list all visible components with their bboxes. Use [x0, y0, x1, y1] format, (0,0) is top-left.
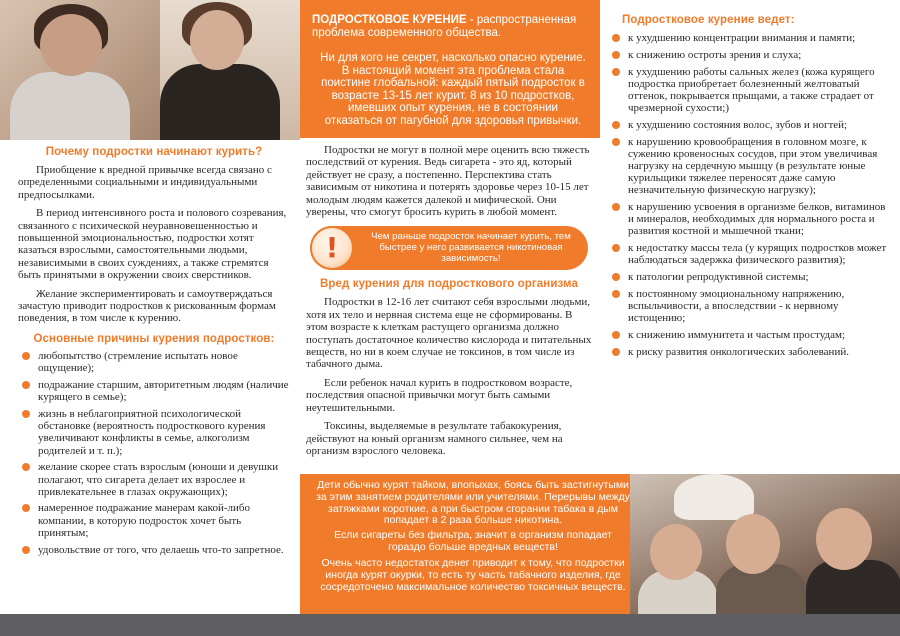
left-column: [18, 146, 290, 560]
list-item: [612, 136, 890, 196]
reason-text: намеренное подражание манерам какой-либо компании, в которую подросток хочет быть принятым;: [38, 502, 250, 540]
effect-text: к ухудшению состояния волос, зубов и ногтей;: [628, 119, 848, 131]
paragraph-growth-period: В период интенсивного роста и полового созревания, связанного с психической неуравновешенностью и повышенной эмоциональностью, подростки хотят казаться взрослыми, самостоятельными людьми, независимыми в своих суждениях, а также стремятся быть принятыми в окружении своих сверстников.: [18, 207, 287, 282]
effect-text: к постоянному эмоциональному напряжению, вспыльчивости, а впоследствии - к нервному истощению;: [628, 288, 845, 324]
paragraph-predisposition: Приобщение к вредной привычке всегда связано с определенными социальными и индивидуальными предпосылками.: [18, 164, 272, 201]
photo-teen-face: [650, 524, 702, 580]
bullet-dot-icon: [22, 504, 30, 512]
effect-text: к патологии репродуктивной системы;: [628, 271, 809, 283]
facts-panel: [300, 474, 630, 614]
warning-callout: [310, 226, 588, 270]
list-item: [612, 49, 890, 61]
list-item: [18, 408, 290, 458]
warning-text: Чем раньше подросток начинает курить, тем быстрее у него развивается никотиновая зависимость!: [371, 231, 571, 265]
bullet-dot-icon: [612, 273, 620, 281]
fact-secret-smoking: Дети обычно курят тайком, впопыхах, боясь быть застигнутыми за этим занятием родителями или учителями. Перерывы между затяжками короткие, а при быстром сгорании табака в дым попадает в 2 раза больше никотина.: [316, 479, 630, 527]
bullet-dot-icon: [612, 348, 620, 356]
reason-text: любопытство (стремление испытать новое ощущение);: [38, 349, 238, 375]
list-item: [612, 32, 890, 44]
effect-text: к риску развития онкологических заболеваний.: [628, 346, 849, 358]
intro-text: [312, 14, 594, 40]
paragraph-teen-body: Подростки в 12-16 лет считают себя взрослыми людьми, хотя их тело и нервная система еще не сформированы. В этом возрасте к клеткам растущего организма должно поступать достаточное количество кислорода и питательных веществ, но ни в коем случае не токсинов, в том числе из табачного дыма.: [306, 296, 592, 371]
paragraph-experiment: Желание экспериментировать и самоутверждаться зачастую приводит подростков к рискованным формам поведения, в том числе к курению.: [18, 287, 276, 325]
photo-teen-smoking-mother: [0, 0, 300, 140]
list-item: [612, 346, 890, 358]
fact-butts: Очень часто недостаток денег приводит к тому, что подростки иногда курят окурки, то есть ту часть табачного изделия, где сосредоточено максимальное количество токсичных веществ.: [320, 557, 626, 593]
heading-leads-to: Подростковое курение ведет:: [622, 14, 795, 26]
bullet-dot-icon: [612, 244, 620, 252]
list-item: [612, 119, 890, 131]
effect-text: к ухудшению работы сальных желез (кожа курящего подростка приобретает болезненный желтоватый оттенок, покрывается прыщами, а также страдает от чрезмерной сухости;): [628, 66, 875, 114]
list-item: [612, 201, 890, 237]
effect-text: к ухудшению концентрации внимания и памяти;: [628, 32, 856, 44]
effects-list: [612, 32, 890, 358]
intro-panel: [300, 0, 600, 138]
bullet-dot-icon: [22, 410, 30, 418]
exclamation-icon: !: [310, 226, 354, 270]
bullet-dot-icon: [612, 68, 620, 76]
bullet-dot-icon: [612, 121, 620, 129]
effect-text: к снижению иммунитета и частым простудам;: [628, 329, 846, 341]
photo-teen-head: [40, 14, 102, 76]
fact-no-filter: Если сигареты без фильтра, значит в организм попадает гораздо больше вредных веществ!: [334, 529, 612, 553]
list-item: [612, 242, 890, 266]
photo-teens-group: [630, 474, 900, 614]
intro-statistics: Ни для кого не секрет, насколько опасно курение. В настоящий момент эта проблема стала поистине глобальной: каждый пятый подросток в возрасте 13-15 лет курит. 8 из 10 подростков, имевших опыт курения, не в состоянии отказаться от пагубной для здоровья привычки.: [320, 52, 586, 127]
bullet-dot-icon: [612, 203, 620, 211]
bullet-dot-icon: [22, 463, 30, 471]
bullet-dot-icon: [22, 381, 30, 389]
photo-teen-body: [10, 72, 130, 140]
intro-rest: - распространенная проблема современного общества.: [312, 14, 577, 39]
photo-mother-body: [160, 64, 280, 140]
bullet-dot-icon: [22, 546, 30, 554]
list-item: [18, 544, 290, 556]
reason-text: желание скорее стать взрослым (юноши и девушки полагают, что сигарета делает их взрослее и привлекательнее в глазах окружающих);: [38, 461, 279, 498]
photo-mother-head: [190, 10, 244, 70]
bullet-dot-icon: [612, 34, 620, 42]
effect-text: к нарушению кровообращения в головном мозге, к сужению кровеносных сосудов, при этом увеличивая нагрузку на сердечную мышцу (в результате юные курильщики тяжелее переносят даже самую незначительную физическую нагрузку);: [628, 136, 878, 196]
list-item: [612, 66, 890, 114]
effect-text: к нарушению усвоения в организме белков, витаминов и минералов, необходимых для нормального роста и развития костной и мышечной ткани;: [628, 201, 886, 237]
paragraph-early-start: Если ребенок начал курить в подростковом возрасте, последствия опасной привычки могут быть самыми неутешительными.: [306, 376, 573, 414]
reason-text: жизнь в неблагоприятной психологической обстановке (вероятность подросткового курения увеличивают конфликты в семье, алкоголизм родителей и т. п.);: [38, 407, 266, 457]
bullet-dot-icon: [612, 51, 620, 59]
list-item: [18, 461, 290, 498]
bullet-dot-icon: [612, 331, 620, 339]
photo-teen-cap: [674, 474, 754, 520]
footer-bar: [0, 614, 900, 636]
list-item: [612, 271, 890, 283]
bullet-dot-icon: [612, 138, 620, 146]
effect-text: к недостатку массы тела (у курящих подростков может наблюдаться задержка физического развития);: [628, 242, 887, 266]
bullet-dot-icon: [612, 290, 620, 298]
list-item: [18, 502, 290, 539]
photo-teen-face: [816, 508, 872, 570]
list-item: [18, 379, 290, 404]
paragraph-toxins: Токсины, выделяемые в результате табакокурения, действуют на юный организм намного сильнее, чем на организм взрослого человека.: [306, 420, 563, 457]
reason-text: подражание старшим, авторитетным людям (наличие курящего в семье);: [38, 378, 289, 404]
heading-why-teens-smoke: Почему подростки начинают курить?: [45, 146, 263, 158]
intro-title: ПОДРОСТКОВОЕ КУРЕНИЕ: [312, 14, 467, 26]
heading-harm: Вред курения для подросткового организма: [320, 278, 578, 291]
reasons-list: [18, 350, 290, 556]
heading-main-reasons: Основные причины курения подростков:: [33, 332, 275, 345]
right-column: [612, 14, 890, 363]
effect-text: к снижению остроты зрения и слуха;: [628, 49, 802, 61]
bullet-dot-icon: [22, 352, 30, 360]
list-item: [612, 329, 890, 341]
paragraph-consequences: Подростки не могут в полной мере оценить всю тяжесть последствий от курения. Ведь сигарета - это яд, который действует не сразу, а постепенно. Перспектива стать зависимым от никотина и потерять здоровье через 10-15 лет молодым людям кажется далекой и мифической. Они уверены, что смогут бросить курить в любой момент.: [306, 144, 590, 219]
reason-text: удовольствие от того, что делаешь что-то запретное.: [38, 543, 284, 556]
list-item: [18, 350, 290, 375]
photo-teen-face: [726, 514, 780, 574]
list-item: [612, 288, 890, 324]
middle-column: [306, 144, 592, 457]
